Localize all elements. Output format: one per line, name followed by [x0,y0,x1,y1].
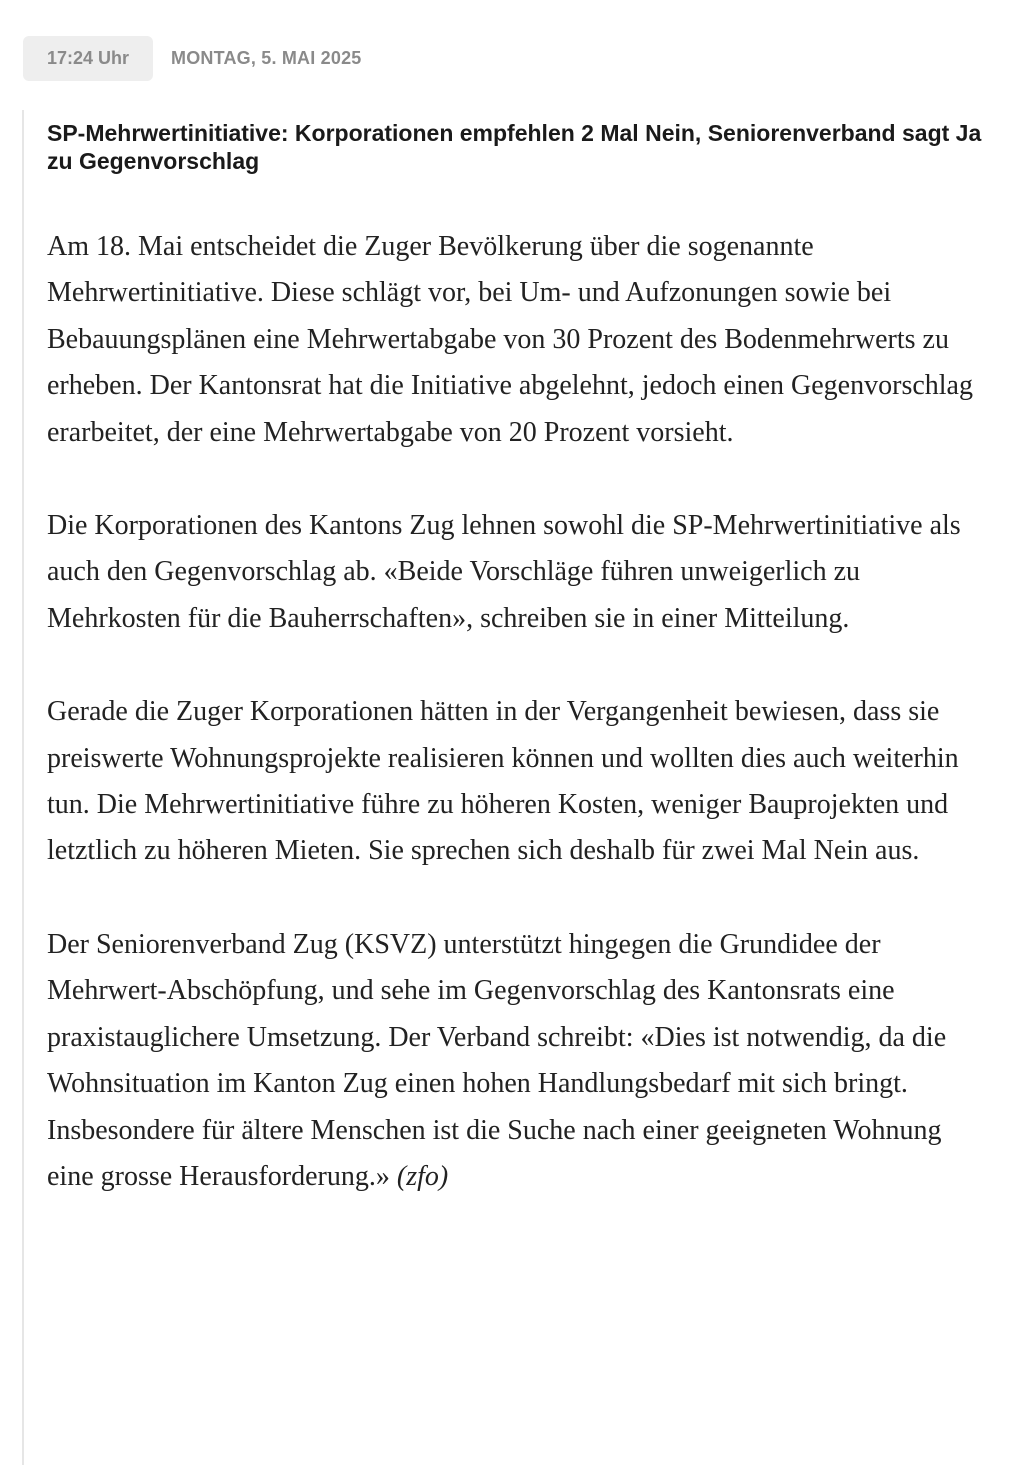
entry-body [47,224,992,1200]
paragraph: Am 18. Mai entscheidet die Zuger Bevölkerung über die sogenannte Mehrwertinitiative. Diese schlägt vor, bei Um- und Aufzonungen sowie bei Bebauungsplänen eine Mehrwertabgabe von 30 Prozent des Bodenmehrwerts zu erheben. Der Kantonsrat hat die Initiative abgelehnt, jedoch einen Gegenvorschlag erarbeitet, der eine Mehrwertabgabe von 20 Prozent vorsieht. [47,231,973,448]
date-label: MONTAG, 5. MAI 2025 [171,48,362,68]
author-tag: (zfo) [396,1160,449,1192]
paragraph: Die Korporationen des Kantons Zug lehnen sowohl die SP-Mehrwertinitiative als auch den Gegenvorschlag ab. «Beide Vorschläge führen unweigerlich zu Mehrkosten für die Bauherrschaften», schreiben sie in einer Mitteilung. [47,510,961,634]
time-badge: 17:24 Uhr [23,36,153,81]
timeline-line [22,110,24,1465]
entry-meta [23,36,362,81]
entry-title: SP-Mehrwertinitiative: Korporationen empfehlen 2 Mal Nein, Seniorenverband sagt Ja zu Gegenvorschlag [47,120,982,174]
paragraph: Gerade die Zuger Korporationen hätten in der Vergangenheit bewiesen, dass sie preiswerte Wohnungsprojekte realisieren können und wollten dies auch weiterhin tun. Die Mehrwertinitiative führe zu höheren Kosten, weniger Bauprojekten und letztlich zu höheren Mieten. Sie sprechen sich deshalb für zwei Mal Nein aus. [47,696,959,867]
live-ticker-entry [47,119,992,1200]
paragraph-text: Der Seniorenverband Zug (KSVZ) unterstützt hingegen die Grundidee der Mehrwert-Abschöpfung, und sehe im Gegenvorschlag des Kantonsrats eine praxistauglichere Umsetzung. Der Verband schreibt: «Dies ist notwendig, da die Wohnsituation im Kanton Zug einen hohen Handlungsbedarf mit sich bringt. Insbesondere für ältere Menschen ist die Suche nach einer geeigneten Wohnung eine grosse Herausforderung.» [47,928,947,1192]
paragraph-last [47,922,992,1200]
